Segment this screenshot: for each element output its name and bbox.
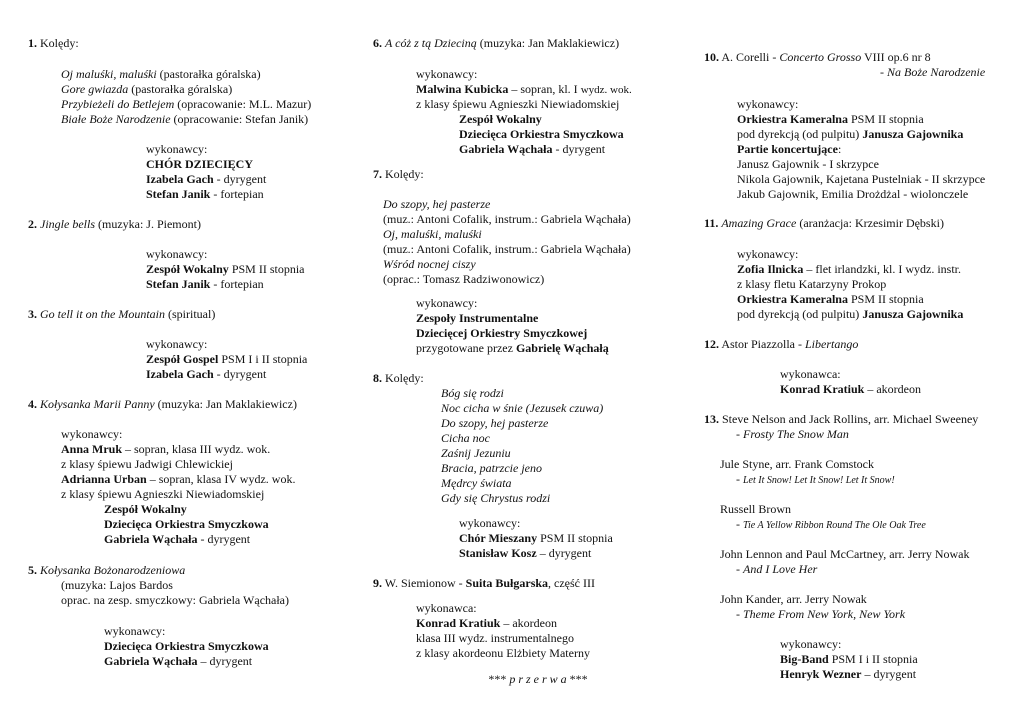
text-run: (oprac.: Tomasz Radziwonowicz) bbox=[383, 272, 545, 286]
text-run: 4. bbox=[28, 397, 37, 411]
program-line bbox=[416, 616, 557, 630]
text-run: wykonawcy: bbox=[416, 67, 478, 81]
program-line bbox=[704, 412, 978, 426]
text-run: Przybieżeli do Betlejem bbox=[61, 97, 175, 111]
program-line bbox=[736, 472, 895, 488]
program-line bbox=[373, 167, 424, 181]
text-run: - bbox=[736, 427, 743, 441]
text-run: Bracia, patrzcie jeno bbox=[441, 461, 542, 475]
program-line bbox=[146, 247, 207, 261]
text-run: (pastorałka góralska) bbox=[128, 82, 233, 96]
program-line bbox=[704, 216, 944, 230]
text-run: Steve Nelson and Jack Rollins, arr. Michael Sweeney bbox=[719, 412, 979, 426]
text-run: 3. bbox=[28, 307, 37, 321]
program-line bbox=[737, 307, 963, 321]
text-run: Jakub Gajownik, Emilia Drożdżal - wiolonczele bbox=[737, 187, 969, 201]
program-line bbox=[441, 491, 550, 505]
program-line bbox=[780, 637, 841, 651]
program-line bbox=[61, 487, 264, 501]
text-run: Dziecięca Orkiestra Smyczkowa bbox=[459, 127, 624, 141]
text-run: wykonawcy: bbox=[146, 142, 208, 156]
program-line bbox=[61, 578, 173, 592]
text-run: Big-Band bbox=[780, 652, 829, 666]
program-line bbox=[61, 593, 289, 607]
text-run: (muz.: Antoni Cofalik, instrum.: Gabriela Wąchała) bbox=[383, 212, 631, 226]
program-line bbox=[373, 36, 619, 50]
text-run: Konrad Kratiuk bbox=[416, 616, 501, 630]
text-run: Zaśnij Jezuniu bbox=[441, 446, 511, 460]
program-line bbox=[737, 97, 798, 111]
text-run: z klasy śpiewu Agnieszki Niewiadomskiej bbox=[416, 97, 620, 111]
text-run: – sopran, klasa III wydz. wok. bbox=[122, 442, 271, 456]
program-line bbox=[736, 427, 849, 441]
program-line bbox=[416, 82, 632, 97]
text-run: Zespół Wokalny bbox=[146, 262, 229, 276]
program-line bbox=[416, 631, 574, 645]
text-run: Zofia Ilnicka bbox=[737, 262, 804, 276]
text-run: Oj maluśki, maluśki bbox=[61, 67, 157, 81]
text-run: Gdy się Chrystus rodzi bbox=[441, 491, 551, 505]
program-line bbox=[780, 667, 916, 681]
text-run: John Lennon and Paul McCartney, arr. Jerry Nowak bbox=[720, 547, 970, 561]
program-line bbox=[736, 562, 817, 576]
text-run: 12. bbox=[704, 337, 719, 351]
program-line bbox=[61, 67, 261, 81]
text-run: (pastorałka góralska) bbox=[156, 67, 261, 81]
text-run: oprac. na zesp. smyczkowy: Gabriela Wąchała) bbox=[61, 593, 290, 607]
text-run: Gore gwiazda bbox=[61, 82, 129, 96]
program-line bbox=[737, 187, 968, 201]
text-run: Dziecięca Orkiestra Smyczkowa bbox=[104, 639, 269, 653]
text-run: wykonawcy: bbox=[61, 427, 123, 441]
program-line bbox=[146, 352, 307, 366]
text-run: 11. bbox=[704, 216, 719, 230]
text-run: Orkiestra Kameralna bbox=[737, 292, 848, 306]
text-run: Jingle bells bbox=[40, 217, 95, 231]
program-line bbox=[104, 532, 250, 546]
program-line bbox=[373, 672, 703, 686]
text-run: Amazing Grace bbox=[721, 216, 797, 230]
text-run: - bbox=[736, 472, 743, 486]
text-run: przygotowane przez bbox=[416, 341, 516, 355]
text-run: Astor Piazzolla - bbox=[719, 337, 805, 351]
program-line bbox=[720, 547, 970, 561]
program-line bbox=[416, 97, 619, 111]
text-run: Frosty The Snow Man bbox=[743, 427, 849, 441]
program-line bbox=[61, 442, 270, 456]
program-line bbox=[737, 292, 924, 306]
text-run: Stefan Janik bbox=[146, 187, 211, 201]
text-run: Suita Bułgarska bbox=[465, 576, 549, 590]
text-run: Nikola Gajownik, Kajetana Pustelniak - II skrzypce bbox=[737, 172, 986, 186]
program-line bbox=[720, 502, 791, 516]
text-run: VIII op.6 nr 8 bbox=[861, 50, 931, 64]
text-run: - bbox=[736, 562, 743, 576]
program-line bbox=[373, 371, 424, 385]
program-line bbox=[441, 401, 603, 415]
text-run: (muzyka: Jan Maklakiewicz) bbox=[154, 397, 297, 411]
text-run: Gabriela Wąchała bbox=[459, 142, 553, 156]
text-run: Wśród nocnej ciszy bbox=[383, 257, 476, 271]
text-run: – dyrygent bbox=[197, 654, 253, 668]
text-run: Jule Styne, arr. Frank Comstock bbox=[720, 457, 874, 471]
program-line bbox=[416, 646, 590, 660]
program-line bbox=[146, 337, 207, 351]
text-run: – sopran, klasa IV wydz. wok. bbox=[146, 472, 296, 486]
text-run: Gabriela Wąchała bbox=[104, 532, 198, 546]
text-run: Cicha noc bbox=[441, 431, 490, 445]
program-line bbox=[736, 517, 926, 533]
text-run: Białe Boże Narodzenie bbox=[61, 112, 171, 126]
text-run: - dyrygent bbox=[213, 172, 267, 186]
program-line bbox=[459, 546, 591, 560]
program-line bbox=[61, 112, 308, 126]
text-run: PSM II stopnia bbox=[228, 262, 305, 276]
text-run: klasa III wydz. instrumentalnego bbox=[416, 631, 574, 645]
text-run: - fortepian bbox=[210, 277, 264, 291]
program-line bbox=[383, 227, 482, 241]
text-run: Konrad Kratiuk bbox=[780, 382, 865, 396]
text-run: : bbox=[837, 142, 842, 156]
program-line bbox=[441, 416, 548, 430]
program-line bbox=[383, 257, 476, 271]
program-line bbox=[780, 382, 921, 396]
program-line bbox=[459, 531, 613, 545]
program-line bbox=[28, 307, 215, 321]
text-run: Kolędy: bbox=[37, 36, 79, 50]
program-line bbox=[720, 457, 874, 471]
text-run: z klasy śpiewu Jadwigi Chlewickiej bbox=[61, 457, 233, 471]
text-run: Janusza Gajownika bbox=[862, 127, 964, 141]
text-run: Dziecięca Orkiestra Smyczkowa bbox=[104, 517, 269, 531]
text-run: Zespoły Instrumentalne bbox=[416, 311, 539, 325]
text-run: PSM II stopnia bbox=[537, 531, 613, 545]
text-run: (opracowanie: Stefan Janik) bbox=[170, 112, 309, 126]
text-run: p r z e r w a bbox=[509, 672, 567, 686]
program-line bbox=[383, 272, 544, 286]
program-line bbox=[146, 172, 266, 186]
text-run: Bóg się rodzi bbox=[441, 386, 504, 400]
text-run: - bbox=[736, 517, 743, 531]
text-run: - bbox=[880, 65, 887, 79]
text-run: – dyrygent bbox=[536, 546, 592, 560]
text-run: PSM I i II stopnia bbox=[828, 652, 918, 666]
program-line bbox=[104, 624, 165, 638]
text-run: Kolędy: bbox=[382, 167, 424, 181]
text-run: Orkiestra Kameralna bbox=[737, 112, 848, 126]
text-run: PSM I i II stopnia bbox=[218, 352, 308, 366]
text-run: Mędrcy świata bbox=[441, 476, 512, 490]
text-run: wykonawca: bbox=[416, 601, 477, 615]
program-line bbox=[416, 311, 538, 325]
program-line bbox=[737, 127, 963, 141]
text-run: - dyrygent bbox=[213, 367, 267, 381]
program-line bbox=[61, 82, 232, 96]
text-run: - dyrygent bbox=[197, 532, 251, 546]
program-line bbox=[704, 337, 858, 351]
program-line bbox=[441, 446, 511, 460]
text-run: Anna Mruk bbox=[61, 442, 123, 456]
text-run: wykonawcy: bbox=[737, 97, 799, 111]
program-line bbox=[416, 296, 477, 310]
text-run: (muz.: Antoni Cofalik, instrum.: Gabriela Wąchała) bbox=[383, 242, 631, 256]
text-run: Gabriela Wąchała bbox=[104, 654, 198, 668]
text-run: wykonawcy: bbox=[104, 624, 166, 638]
text-run: Stanisław Kosz bbox=[459, 546, 537, 560]
text-run: *** bbox=[488, 672, 510, 686]
program-line bbox=[737, 262, 961, 276]
text-run: – akordeon bbox=[864, 382, 922, 396]
program-line bbox=[780, 367, 841, 381]
program-line bbox=[104, 502, 187, 516]
text-run: 5. bbox=[28, 563, 37, 577]
text-run: Zespół Gospel bbox=[146, 352, 219, 366]
program-line bbox=[146, 157, 253, 171]
text-run: (muzyka: Lajos Bardos bbox=[61, 578, 173, 592]
program-line bbox=[416, 67, 477, 81]
text-run: Partie koncertujące bbox=[737, 142, 838, 156]
text-run: (spiritual) bbox=[165, 307, 216, 321]
text-run: Libertango bbox=[804, 337, 859, 351]
text-run: PSM II stopnia bbox=[847, 112, 924, 126]
program-line bbox=[104, 517, 269, 531]
text-run: 7. bbox=[373, 167, 382, 181]
program-line bbox=[61, 427, 122, 441]
text-run: Izabela Gach bbox=[146, 367, 214, 381]
text-run: wykonawcy: bbox=[146, 247, 208, 261]
text-run: pod dyrekcją (od pulpitu) bbox=[737, 127, 863, 141]
text-run: pod dyrekcją (od pulpitu) bbox=[737, 307, 863, 321]
text-run: Adrianna Urban bbox=[61, 472, 147, 486]
text-run: wydz. wok. bbox=[580, 84, 632, 96]
text-run: 9. bbox=[373, 576, 382, 590]
program-line bbox=[146, 187, 264, 201]
text-run: Do szopy, hej pasterze bbox=[441, 416, 549, 430]
text-run: (muzyka: Jan Maklakiewicz) bbox=[476, 36, 620, 50]
text-run: – sopran, kl. I bbox=[508, 82, 581, 96]
text-run: Do szopy, hej pasterze bbox=[383, 197, 491, 211]
text-run: , część III bbox=[548, 576, 595, 590]
text-run: wykonawca: bbox=[780, 367, 841, 381]
text-run: Izabela Gach bbox=[146, 172, 214, 186]
program-line bbox=[459, 516, 520, 530]
text-run: z klasy akordeonu Elżbiety Materny bbox=[416, 646, 590, 660]
text-run: – akordeon bbox=[500, 616, 558, 630]
text-run: Concerto Grosso bbox=[779, 50, 862, 64]
program-line bbox=[737, 112, 924, 126]
program-line bbox=[373, 576, 595, 590]
text-run: Janusz Gajownik - I skrzypce bbox=[737, 157, 879, 171]
text-run: wykonawcy: bbox=[146, 337, 208, 351]
program-line bbox=[416, 601, 477, 615]
text-run: Kołysanka Bożonarodzeniowa bbox=[40, 563, 186, 577]
text-run: And I Love Her bbox=[743, 562, 818, 576]
program-line bbox=[28, 397, 297, 411]
program-line bbox=[61, 472, 295, 486]
program-line bbox=[383, 197, 490, 211]
text-run: 8. bbox=[373, 371, 382, 385]
program-line bbox=[737, 277, 886, 291]
text-run: A cóż z tą Dzieciną bbox=[385, 36, 477, 50]
text-run: z klasy śpiewu Agnieszki Niewiadomskiej bbox=[61, 487, 265, 501]
text-run: Gabrielę Wąchałą bbox=[515, 341, 609, 355]
text-run: - dyrygent bbox=[552, 142, 606, 156]
text-run: Oj, maluśki, maluśki bbox=[383, 227, 482, 241]
text-run: wykonawcy: bbox=[780, 637, 842, 651]
program-line bbox=[736, 607, 905, 621]
text-run: Stefan Janik bbox=[146, 277, 211, 291]
program-line bbox=[146, 262, 305, 276]
text-run: Tie A Yellow Ribbon Round The Ole Oak Tree bbox=[743, 520, 926, 531]
program-line bbox=[880, 65, 985, 79]
text-run: z klasy fletu Katarzyny Prokop bbox=[737, 277, 887, 291]
text-run: (opracowanie: M.L. Mazur) bbox=[174, 97, 312, 111]
text-run: Zespół Wokalny bbox=[104, 502, 187, 516]
program-line bbox=[28, 217, 201, 231]
text-run: Noc cicha w śnie (Jezusek czuwa) bbox=[441, 401, 604, 415]
text-run: - fortepian bbox=[210, 187, 264, 201]
program-line bbox=[28, 563, 185, 577]
text-run: Kolędy: bbox=[382, 371, 424, 385]
text-run: Let It Snow! Let It Snow! Let It Snow! bbox=[743, 475, 895, 486]
program-line bbox=[441, 431, 490, 445]
program-line bbox=[104, 654, 252, 668]
program-line bbox=[459, 142, 605, 156]
text-run: W. Siemionow - bbox=[382, 576, 466, 590]
text-run: A. Corelli - bbox=[719, 50, 780, 64]
program-line bbox=[416, 341, 609, 355]
text-run: – dyrygent bbox=[861, 667, 917, 681]
program-line bbox=[146, 277, 264, 291]
text-run: Kołysanka Marii Panny bbox=[40, 397, 155, 411]
text-run: 2. bbox=[28, 217, 37, 231]
text-run: CHÓR DZIECIĘCY bbox=[146, 157, 254, 171]
text-run: Malwina Kubicka bbox=[416, 82, 509, 96]
program-line bbox=[737, 157, 879, 171]
program-line bbox=[61, 97, 311, 111]
text-run: 6. bbox=[373, 36, 382, 50]
text-run: John Kander, arr. Jerry Nowak bbox=[720, 592, 867, 606]
text-run: 1. bbox=[28, 36, 37, 50]
program-line bbox=[383, 242, 631, 256]
text-run: wykonawcy: bbox=[737, 247, 799, 261]
program-line bbox=[146, 367, 266, 381]
text-run: 13. bbox=[704, 412, 719, 426]
text-run: Russell Brown bbox=[720, 502, 792, 516]
program-line bbox=[441, 476, 512, 490]
program-line bbox=[441, 461, 542, 475]
text-run: Na Boże Narodzenie bbox=[887, 65, 986, 79]
program-line bbox=[720, 592, 867, 606]
program-line bbox=[104, 639, 269, 653]
text-run: Go tell it on the Mountain bbox=[40, 307, 165, 321]
text-run: Chór Mieszany bbox=[459, 531, 538, 545]
text-run: Janusza Gajownika bbox=[862, 307, 964, 321]
text-run: wykonawcy: bbox=[416, 296, 478, 310]
program-line bbox=[441, 386, 504, 400]
program-line bbox=[146, 142, 207, 156]
program-line bbox=[459, 112, 542, 126]
program-line bbox=[737, 142, 841, 156]
text-run: PSM II stopnia bbox=[847, 292, 924, 306]
text-run: 10. bbox=[704, 50, 719, 64]
text-run: (aranżacja: Krzesimir Dębski) bbox=[796, 216, 944, 230]
text-run: – flet irlandzki, kl. I wydz. instr. bbox=[803, 262, 961, 276]
program-line bbox=[780, 652, 918, 666]
program-line bbox=[28, 36, 79, 50]
text-run: Zespół Wokalny bbox=[459, 112, 542, 126]
program-line bbox=[704, 50, 931, 64]
text-run: Dziecięcej Orkiestry Smyczkowej bbox=[416, 326, 588, 340]
text-run: wykonawcy: bbox=[459, 516, 521, 530]
program-line bbox=[383, 212, 631, 226]
program-line bbox=[459, 127, 624, 141]
text-run: - bbox=[736, 607, 743, 621]
text-run: *** bbox=[566, 672, 588, 686]
text-run: (muzyka: J. Piemont) bbox=[94, 217, 201, 231]
program-line bbox=[61, 457, 233, 471]
text-run: Theme From New York, New York bbox=[743, 607, 906, 621]
program-line bbox=[416, 326, 587, 340]
program-line bbox=[737, 247, 798, 261]
program-line bbox=[737, 172, 985, 186]
text-run: Henryk Wezner bbox=[780, 667, 862, 681]
